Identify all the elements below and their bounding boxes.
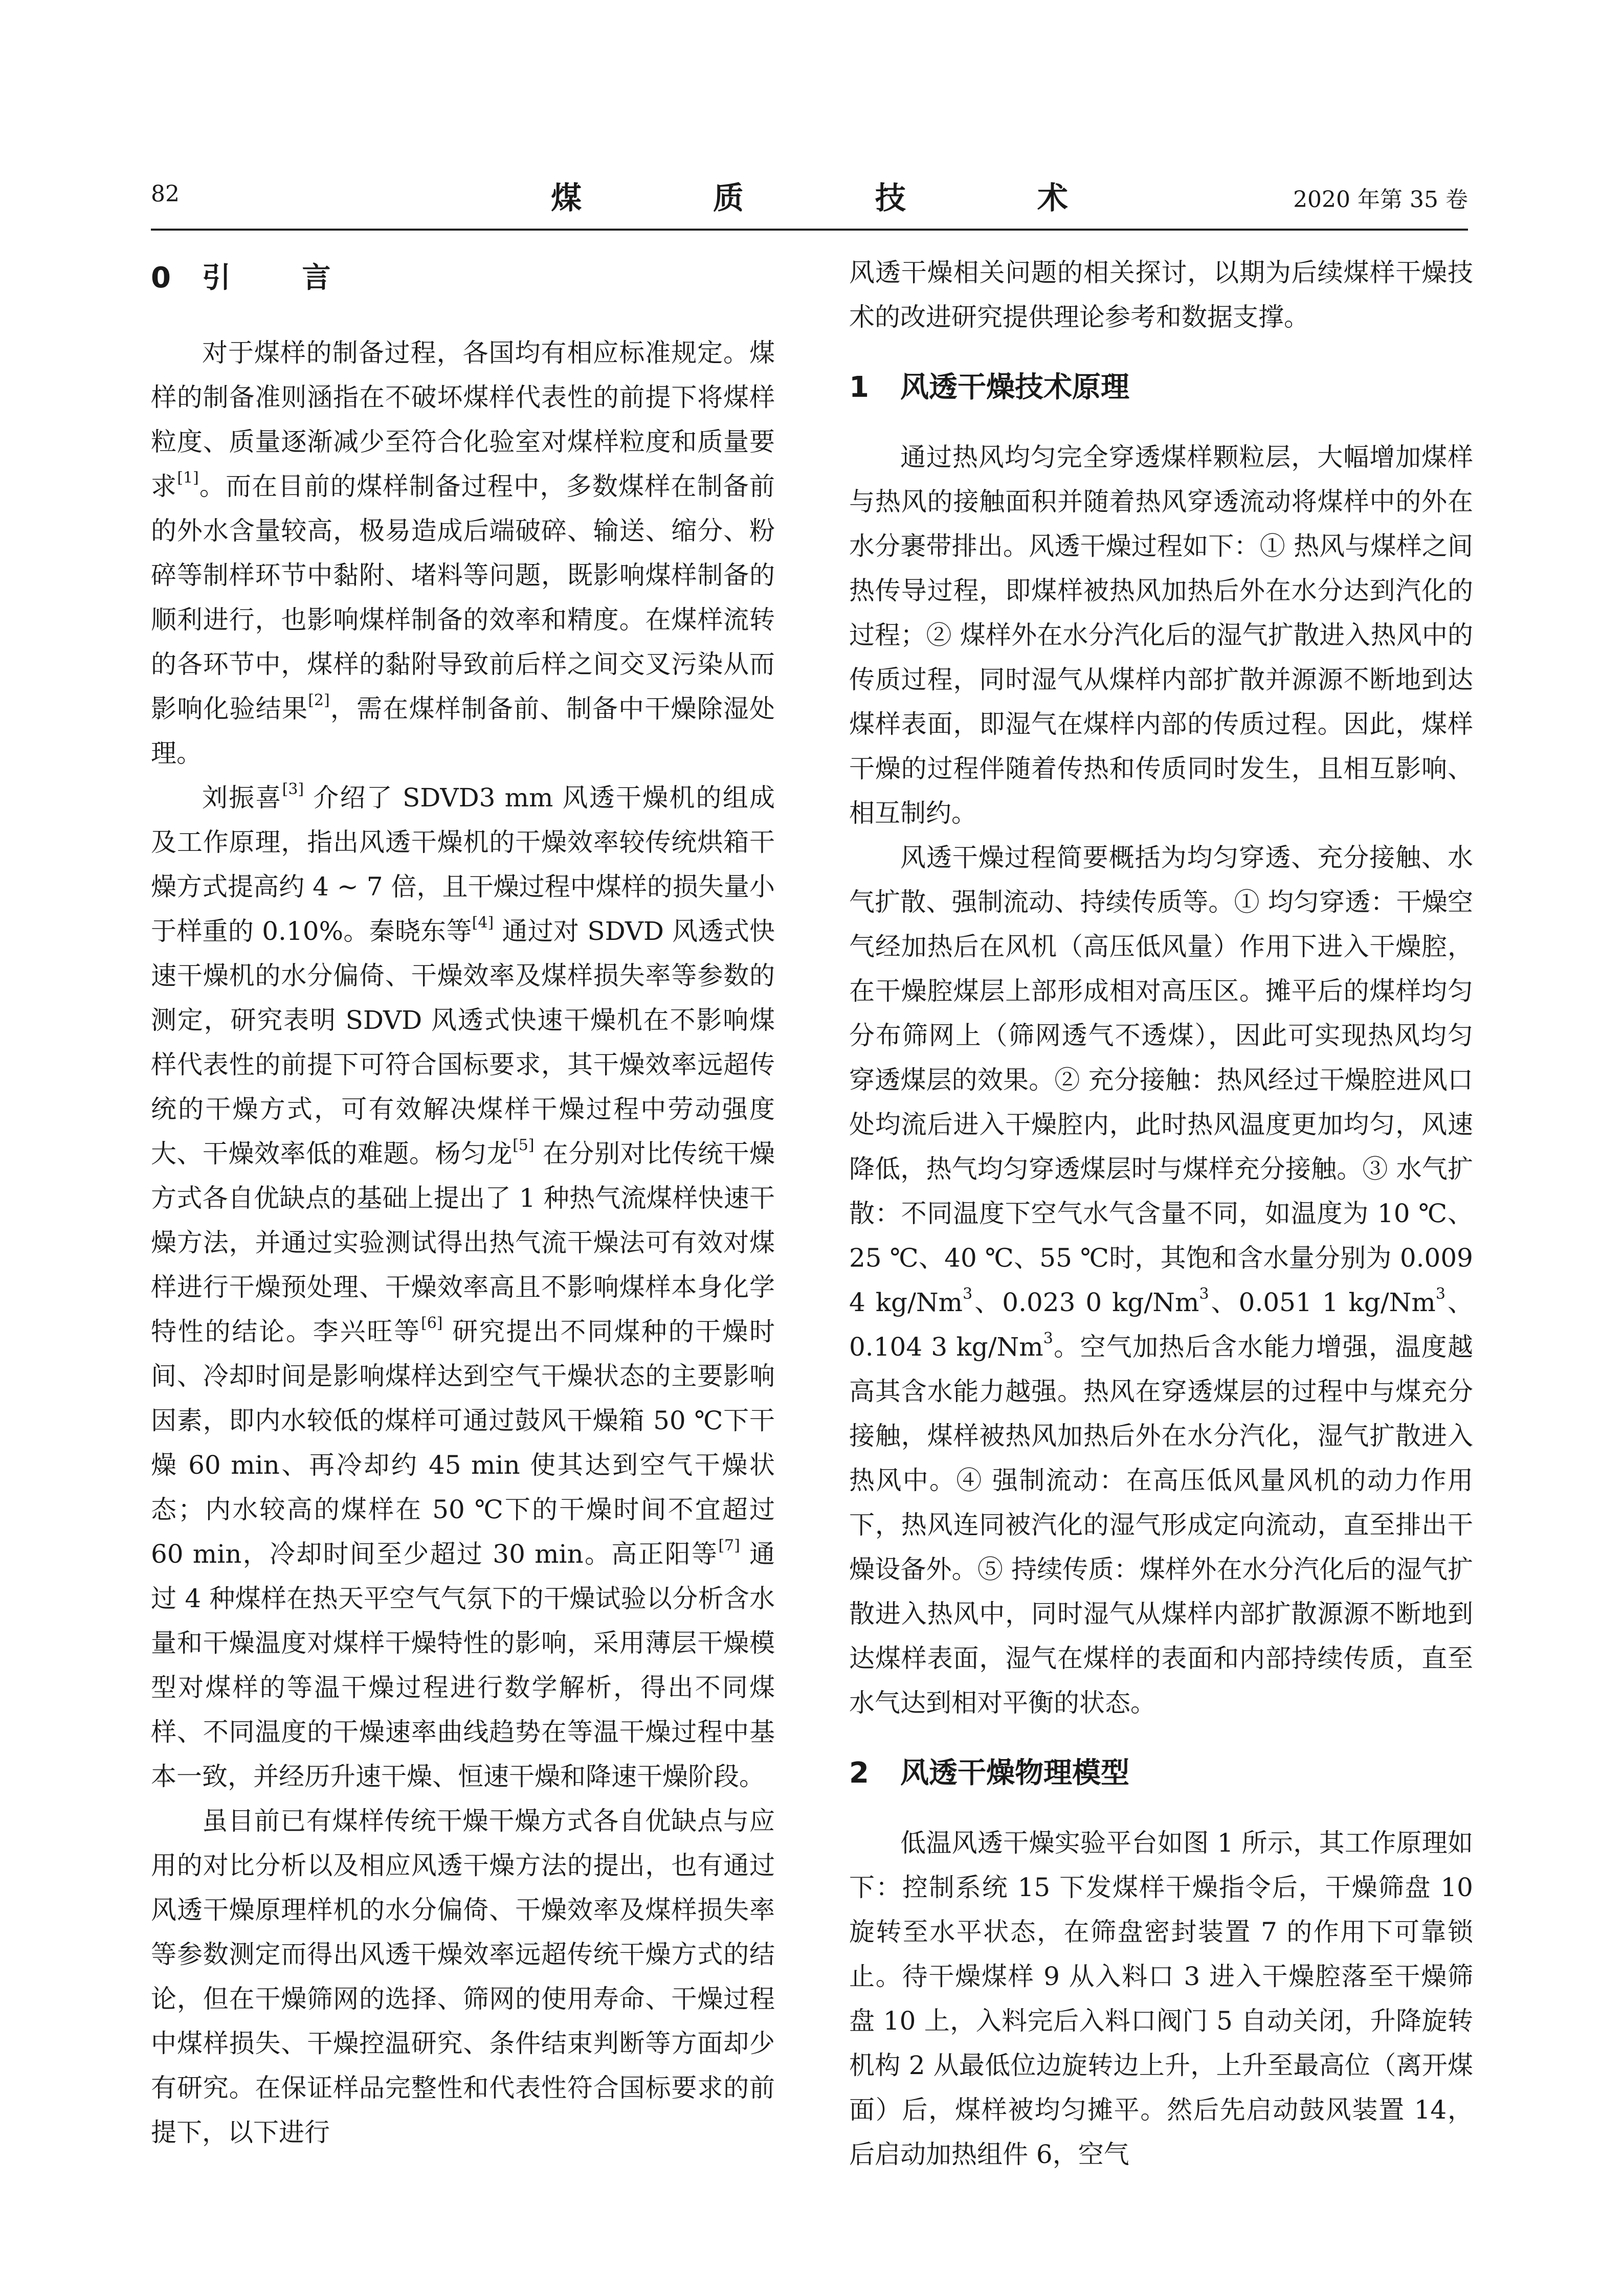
section-title: 引 言 bbox=[202, 261, 362, 295]
section-title: 风透干燥物理模型 bbox=[900, 1757, 1129, 1790]
section-number: 1 bbox=[849, 371, 869, 404]
text-run: 刘振喜 bbox=[202, 783, 282, 813]
text-run: 。空气加热后含水能力增强，温度越高其含水能力越强。热风在穿透煤层的过程中与煤充分接触，煤样被热风加热后外在水分汽化，湿气扩散进入热风中。④ 强制流动：在高压低风量风机的动力作用下，热风连同被汽化的湿气形成定向流动，直至排出干燥设备外。⑤ 持续传质：煤样外在水分汽化后的湿气扩散进入热风中，同时湿气从煤样内部扩散源源不断地到达煤样表面，湿气在煤样的表面和内部持续传质，直至水气达到相对平衡的状态。 bbox=[849, 1332, 1473, 1718]
paragraph-model-1: 低温风透干燥实验平台如图 1 所示，其工作原理如下：控制系统 15 下发煤样干燥指令后，干燥筛盘 10 旋转至水平状态，在筛盘密封装置 7 的作用下可靠锁止。待干燥煤样 9 从入料口 3 进入干燥腔落至干燥筛盘 10 上，入料完后入料口阀门 5 自动关闭，升降旋转机构 2 从最低位边旋转边上升，上升至最高位（离开煤面）后，煤样被均匀摊平。然后先启动鼓风装置 14，后启动加热组件 6，空气 bbox=[849, 1828, 1473, 2169]
text-run: 通过 4 种煤样在热天平空气气氛下的干燥试验以分析含水量和干燥温度对煤样干燥特性的影响，采用薄层干燥模型对煤样的等温干燥过程进行数学解析，得出不同煤样、不同温度的干燥速率曲线趋势在等温干燥过程中基本一致，并经历升速干燥、恒速干燥和降速干燥阶段。 bbox=[151, 1539, 775, 1791]
paragraph-principle-1: 通过热风均匀完全穿透煤样颗粒层，大幅增加煤样与热风的接触面积并随着热风穿透流动将煤样中的外在水分裹带排出。风透干燥过程如下：① 热风与煤样之间热传导过程，即煤样被热风加热后外在水分达到汽化的过程；② 煤样外在水分汽化后的湿气扩散进入热风中的传质过程，同时湿气从煤样内部扩散并源源不断地到达煤样表面，即湿气在煤样内部的传质过程。因此，煤样干燥的过程伴随着传热和传质同时发生，且相互影响、相互制约。 bbox=[849, 442, 1473, 828]
text-run: 介绍了 SDVD3 mm 风透干燥机的组成及工作原理，指出风透干燥机的干燥效率较传统烘箱干燥方式提高约 4 ~ 7 倍，且干燥过程中煤样的损失量小于样重的 0.10%。秦晓东等 bbox=[151, 783, 775, 946]
citation-1: [1] bbox=[177, 469, 199, 487]
section-number: 2 bbox=[849, 1757, 869, 1790]
text-run: ，需在煤样制备前、制备中干燥除湿处理。 bbox=[151, 694, 775, 768]
left-column bbox=[151, 251, 775, 2155]
page-number: 82 bbox=[151, 181, 180, 207]
journal-title: 煤 质 技 术 bbox=[551, 181, 1128, 216]
text-run: 、0.051 1 kg/Nm bbox=[1209, 1288, 1436, 1317]
paragraph-continued: 风透干燥相关问题的相关探讨，以期为后续煤样干燥技术的改进研究提供理论参考和数据支撑。 bbox=[849, 258, 1473, 332]
citation-2: [2] bbox=[308, 691, 330, 709]
section-number: 0 bbox=[151, 261, 202, 295]
superscript: 3 bbox=[1199, 1285, 1209, 1303]
journal-issue: 2020 年第 35 卷 bbox=[1293, 187, 1468, 213]
section-heading-model bbox=[849, 1751, 1473, 1795]
section-heading-introduction bbox=[151, 256, 775, 300]
citation-7: [7] bbox=[718, 1537, 740, 1555]
header-rule bbox=[151, 229, 1468, 231]
citation-5: [5] bbox=[513, 1136, 535, 1154]
paragraph-intro-3: 虽目前已有煤样传统干燥干燥方式各自优缺点与应用的对比分析以及相应风透干燥方法的提出，也有通过风透干燥原理样机的水分偏倚、干燥效率及煤样损失率等参数测定而得出风透干燥效率远超传统干燥方式的结论，但在干燥筛网的选择、筛网的使用寿命、干燥过程中煤样损失、干燥控温研究、条件结束判断等方面却少有研究。在保证样品完整性和代表性符合国标要求的前提下，以下进行 bbox=[151, 1806, 775, 2147]
citation-6: [6] bbox=[421, 1314, 443, 1332]
section-heading-principle bbox=[849, 365, 1473, 410]
paragraph-principle-2 bbox=[849, 836, 1473, 1725]
text-run: 风透干燥过程简要概括为均匀穿透、充分接触、水气扩散、强制流动、持续传质等。① 均匀穿透：干燥空气经加热后在风机（高压低风量）作用下进入干燥腔，在干燥腔煤层上部形成相对高压区。摊平后的煤样均匀分布筛网上（筛网透气不透煤），因此可实现热风均匀穿透煤层的效果。② 充分接触：热风经过干燥腔进风口处均流后进入干燥腔内，此时热风温度更加均匀，风速降低，热气均匀穿透煤层时与煤样充分接触。③ 水气扩散：不同温度下空气水气含量不同，如温度为 10 ℃、25 ℃、40 ℃、55 ℃时，其饱和含水量分别为 0.009 4 kg/Nm bbox=[849, 843, 1473, 1317]
text-run: 、0.104 3 kg/Nm bbox=[849, 1288, 1473, 1362]
paragraph-intro-1 bbox=[151, 331, 775, 776]
page-header bbox=[151, 174, 1468, 225]
text-run: 在分别对比传统干燥方式各自优缺点的基础上提出了 1 种热气流煤样快速干燥方法，并通过实验测试得出热气流干燥法可有效对煤样进行干燥预处理、干燥效率高且不影响煤样本身化学特性的结论。李兴旺等 bbox=[151, 1139, 775, 1346]
superscript: 3 bbox=[1435, 1285, 1445, 1303]
text-run: 。而在目前的煤样制备过程中，多数煤样在制备前的外水含量较高，极易造成后端破碎、输送、缩分、粉碎等制样环节中黏附、堵料等问题，既影响煤样制备的顺利进行，也影响煤样制备的效率和精度。在煤样流转的各环节中，煤样的黏附导致前后样之间交叉污染从而影响化验结果 bbox=[151, 471, 775, 724]
right-column bbox=[849, 251, 1473, 2177]
text-run: 研究提出不同煤种的干燥时间、冷却时间是影响煤样达到空气干燥状态的主要影响因素，即内水较低的煤样可通过鼓风干燥箱 50 ℃下干燥 60 min、再冷却约 45 min 使其达到空气干燥状态；内水较高的煤样在 50 ℃下的干燥时间不宜超过 60 min，冷却时间至少超过 30 min。高正阳等 bbox=[151, 1317, 775, 1569]
text-run: 、0.023 0 kg/Nm bbox=[972, 1288, 1199, 1317]
citation-4: [4] bbox=[472, 914, 494, 932]
superscript: 3 bbox=[963, 1285, 973, 1303]
citation-3: [3] bbox=[282, 780, 304, 798]
superscript: 3 bbox=[1043, 1330, 1053, 1347]
section-title: 风透干燥技术原理 bbox=[900, 371, 1129, 404]
text-run: 通过对 SDVD 风透式快速干燥机的水分偏倚、干燥效率及煤样损失率等参数的测定，研究表明 SDVD 风透式快速干燥机在不影响煤样代表性的前提下可符合国标要求，其干燥效率远超传统的干燥方式，可有效解决煤样干燥过程中劳动强度大、干燥效率低的难题。杨匀龙 bbox=[151, 916, 775, 1168]
text-run: 对于煤样的制备过程，各国均有相应标准规定。煤样的制备准则涵指在不破坏煤样代表性的前提下将煤样粒度、质量逐渐减少至符合化验室对煤样粒度和质量要求 bbox=[151, 338, 775, 501]
paragraph-intro-2 bbox=[151, 776, 775, 1799]
